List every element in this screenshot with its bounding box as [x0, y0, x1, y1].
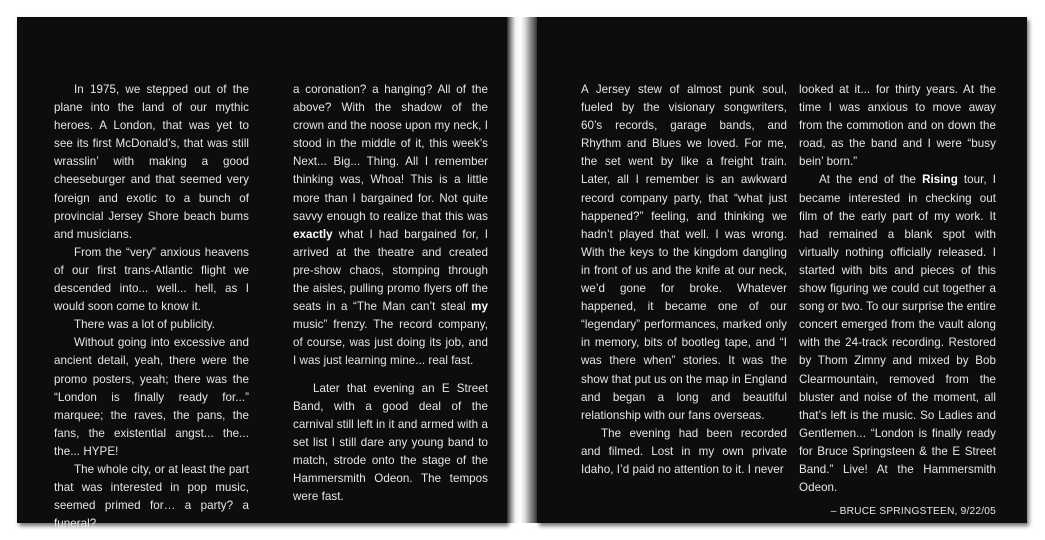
paragraph: From the “very” anxious heavens of our first trans-Atlantic flight we descended into... well... hell, as I would soon come to know it. [54, 245, 249, 314]
text-run: music” frenzy. The record company, of course, was just doing its job, and I was just learning mine... real fast. [293, 318, 488, 368]
author-signature: – BRUCE SPRINGSTEEN, 9/22/05 [830, 506, 996, 518]
booklet-spine [507, 17, 537, 523]
text-column-2 [293, 81, 488, 506]
text-run: At the end of the [819, 173, 923, 187]
emphasis-exactly: exactly [293, 227, 333, 241]
left-page [17, 17, 507, 531]
emphasis-my: my [471, 300, 488, 314]
text-run: what I had bargained for, I arrived at the theatre and created pre-show chaos, stomping through the aisles, pulling promo flyers off the seats in a “The Man can’t steal [293, 227, 488, 314]
text-run: a coronation? a hanging? All of the above? With the shadow of the crown and the noose upon my neck, I stood in the middle of it, this week’s Next... Big... Thing. All I remember thinking was, Whoa! This is a little more than I bargained for. Not quite savvy enough to realize that this was [293, 83, 488, 223]
emphasis-rising: Rising [922, 173, 958, 187]
paragraph: The whole city, or at least the part that was interested in pop music, seemed primed for… a party? a funeral? [54, 462, 249, 531]
paragraph: Later that evening an E Street Band, with a good deal of the carnival still left in it and armed with a set list I still dare any young band to match, strode onto the stage of the Hammersmith Odeon. The tempos were fast. [293, 381, 488, 504]
text-column-3 [581, 81, 787, 479]
paragraph-continued [293, 81, 488, 371]
paragraph: The evening had been recorded and filmed. Lost in my own private Idaho, I’d paid no attention to it. I never [581, 426, 787, 476]
paragraph: There was a lot of publicity. [74, 318, 216, 332]
paragraph-continued: A Jersey stew of almost punk soul, fueled by the visionary songwriters, 60’s records, garage bands, and Rhythm and Blues we loved. For me, the set went by like a freight train. Later, all I remember is an awkward record company party, that “what just happened?” feeling, and thinking we hadn’t played that well. I was wrong. With the keys to the kingdom dangling in front of us and the knife at our neck, we’d gone for broke. Whatever happened, it became one of our “legendary” performances, marked only in memory, bits of bootleg tape, and “I was there when” stories. It was the show that put us on the map in England and began a long and beautiful relationship with our fans overseas. [581, 83, 787, 422]
paragraph: In 1975, we stepped out of the plane into the land of our mythic heroes. A London, that was yet to see its first McDonald’s, that was still wrasslin’ with making a good cheeseburger and that seemed very foreign and exotic to a bunch of provincial Jersey Shore beach bums and musicians. [54, 83, 249, 241]
text-column-4 [799, 81, 996, 521]
text-run: tour, I became interested in checking out film of the early part of my work. It had remained a blank spot with virtually nothing officially released. I started with bits and pieces of this show figuring we could cut together a song or two. To our surprise the entire concert emerged from the vault along with the 24-track recording. Restored by Thom Zimny and mixed by Bob Clearmountain, removed from the bluster and noise of the moment, all that’s left is the music. So Ladies and Gentlemen... “London is finally ready for Bruce Springsteen & the E Street Band.” Live! At the Hammersmith Odeon. [799, 173, 996, 495]
text-column-1 [54, 81, 249, 533]
paragraph-continued: looked at it... for thirty years. At the time I was anxious to move away from the commotion and on down the road, as the band and I were “busy bein’ born.” [799, 83, 996, 169]
paragraph [799, 171, 996, 497]
paragraph: Without going into excessive and ancient detail, yeah, there were the promo posters, yeah; there was the “London is finally ready for...” marquee; the raves, the pans, the fans, the existential angst... the... the... HYPE! [54, 336, 249, 458]
right-page [537, 17, 1027, 523]
